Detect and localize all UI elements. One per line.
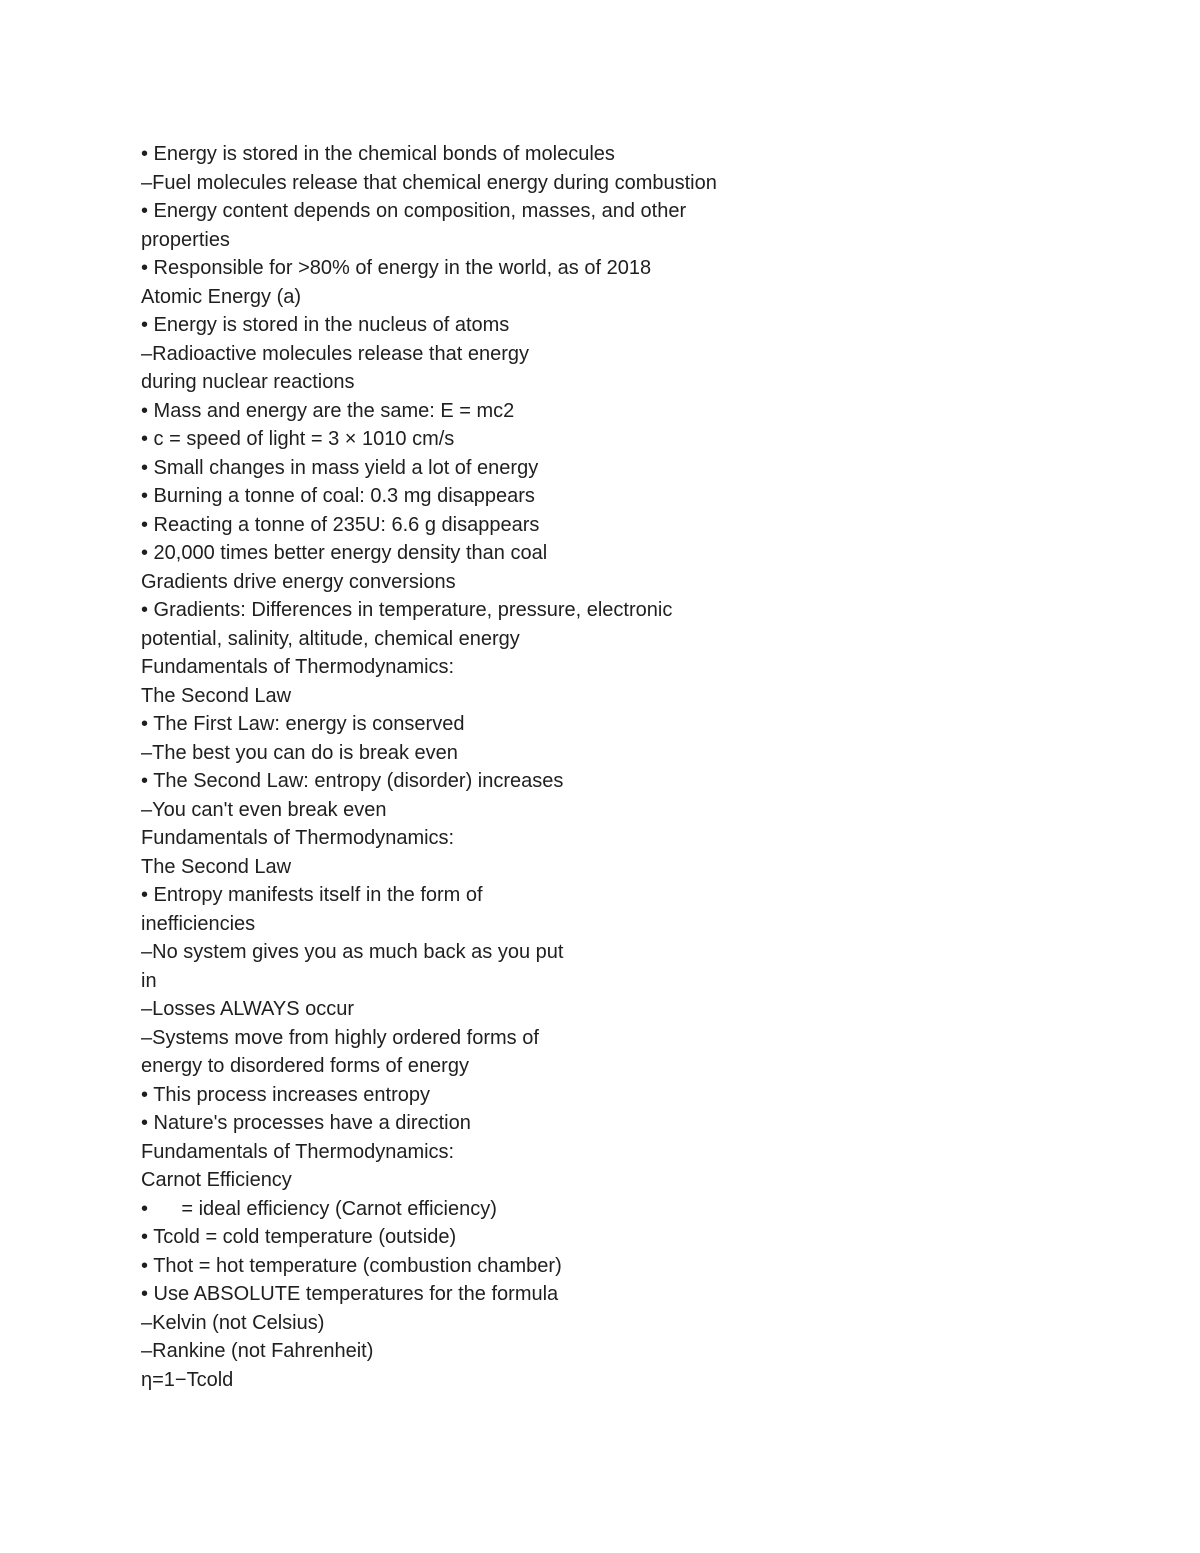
formula-line: η=1−Tcold xyxy=(141,1368,234,1391)
text-line: –Systems move from highly ordered forms of xyxy=(141,1026,539,1049)
text-line: • Mass and energy are the same: E = mc2 xyxy=(141,399,515,422)
text-line: inefficiencies xyxy=(141,912,256,935)
section-heading: The Second Law xyxy=(141,855,292,878)
text-line: • Energy content depends on composition, masses, and other xyxy=(141,200,687,222)
section-heading: Fundamentals of Thermodynamics: xyxy=(141,1140,455,1163)
text-line: –No system gives you as much back as you put xyxy=(141,941,564,963)
text-line: • Energy is stored in the chemical bonds of molecules xyxy=(141,143,615,165)
text-line: properties xyxy=(141,228,230,251)
text-line: energy to disordered forms of energy xyxy=(141,1055,469,1077)
text-line: –Rankine (not Fahrenheit) xyxy=(141,1340,374,1362)
text-line: • The Second Law: entropy (disorder) increases xyxy=(141,770,564,792)
text-line: –Kelvin (not Celsius) xyxy=(141,1311,325,1334)
text-line: • Thot = hot temperature (combustion chamber) xyxy=(141,1254,562,1277)
text-line: during nuclear reactions xyxy=(141,371,355,393)
text-line: • This process increases entropy xyxy=(141,1083,430,1106)
text-line: • Tcold = cold temperature (outside) xyxy=(141,1226,457,1248)
text-line: • Use ABSOLUTE temperatures for the formula xyxy=(141,1283,559,1305)
text-line: • Gradients: Differences in temperature, pressure, electronic xyxy=(141,599,673,621)
section-heading: Carnot Efficiency xyxy=(141,1169,292,1191)
text-line: • Responsible for >80% of energy in the world, as of 2018 xyxy=(141,257,652,279)
text-line: • Nature's processes have a direction xyxy=(141,1112,471,1134)
text-line: –The best you can do is break even xyxy=(141,741,458,764)
text-line: • Small changes in mass yield a lot of energy xyxy=(141,456,539,479)
text-line: • The First Law: energy is conserved xyxy=(141,713,465,735)
document-body xyxy=(141,140,1081,1394)
text-line: in xyxy=(141,969,157,992)
text-line: • = ideal efficiency (Carnot efficiency) xyxy=(141,1197,497,1220)
section-heading: The Second Law xyxy=(141,684,292,707)
text-line: • 20,000 times better energy density than coal xyxy=(141,542,548,564)
text-line: • Entropy manifests itself in the form of xyxy=(141,884,483,906)
text-line: • c = speed of light = 3 × 1010 cm/s xyxy=(141,428,455,450)
text-line: potential, salinity, altitude, chemical energy xyxy=(141,627,520,650)
text-line: • Reacting a tonne of 235U: 6.6 g disappears xyxy=(141,513,540,536)
section-heading: Atomic Energy (a) xyxy=(141,285,302,308)
text-line: –Fuel molecules release that chemical energy during combustion xyxy=(141,171,717,194)
text-line: –You can't even break even xyxy=(141,798,387,821)
text-line: –Losses ALWAYS occur xyxy=(141,998,355,1020)
section-heading: Gradients drive energy conversions xyxy=(141,570,456,593)
section-heading: Fundamentals of Thermodynamics: xyxy=(141,656,455,678)
section-heading: Fundamentals of Thermodynamics: xyxy=(141,827,455,849)
text-line: –Radioactive molecules release that energy xyxy=(141,342,529,365)
text-line: • Energy is stored in the nucleus of atoms xyxy=(141,314,510,336)
text-line: • Burning a tonne of coal: 0.3 mg disappears xyxy=(141,485,535,507)
